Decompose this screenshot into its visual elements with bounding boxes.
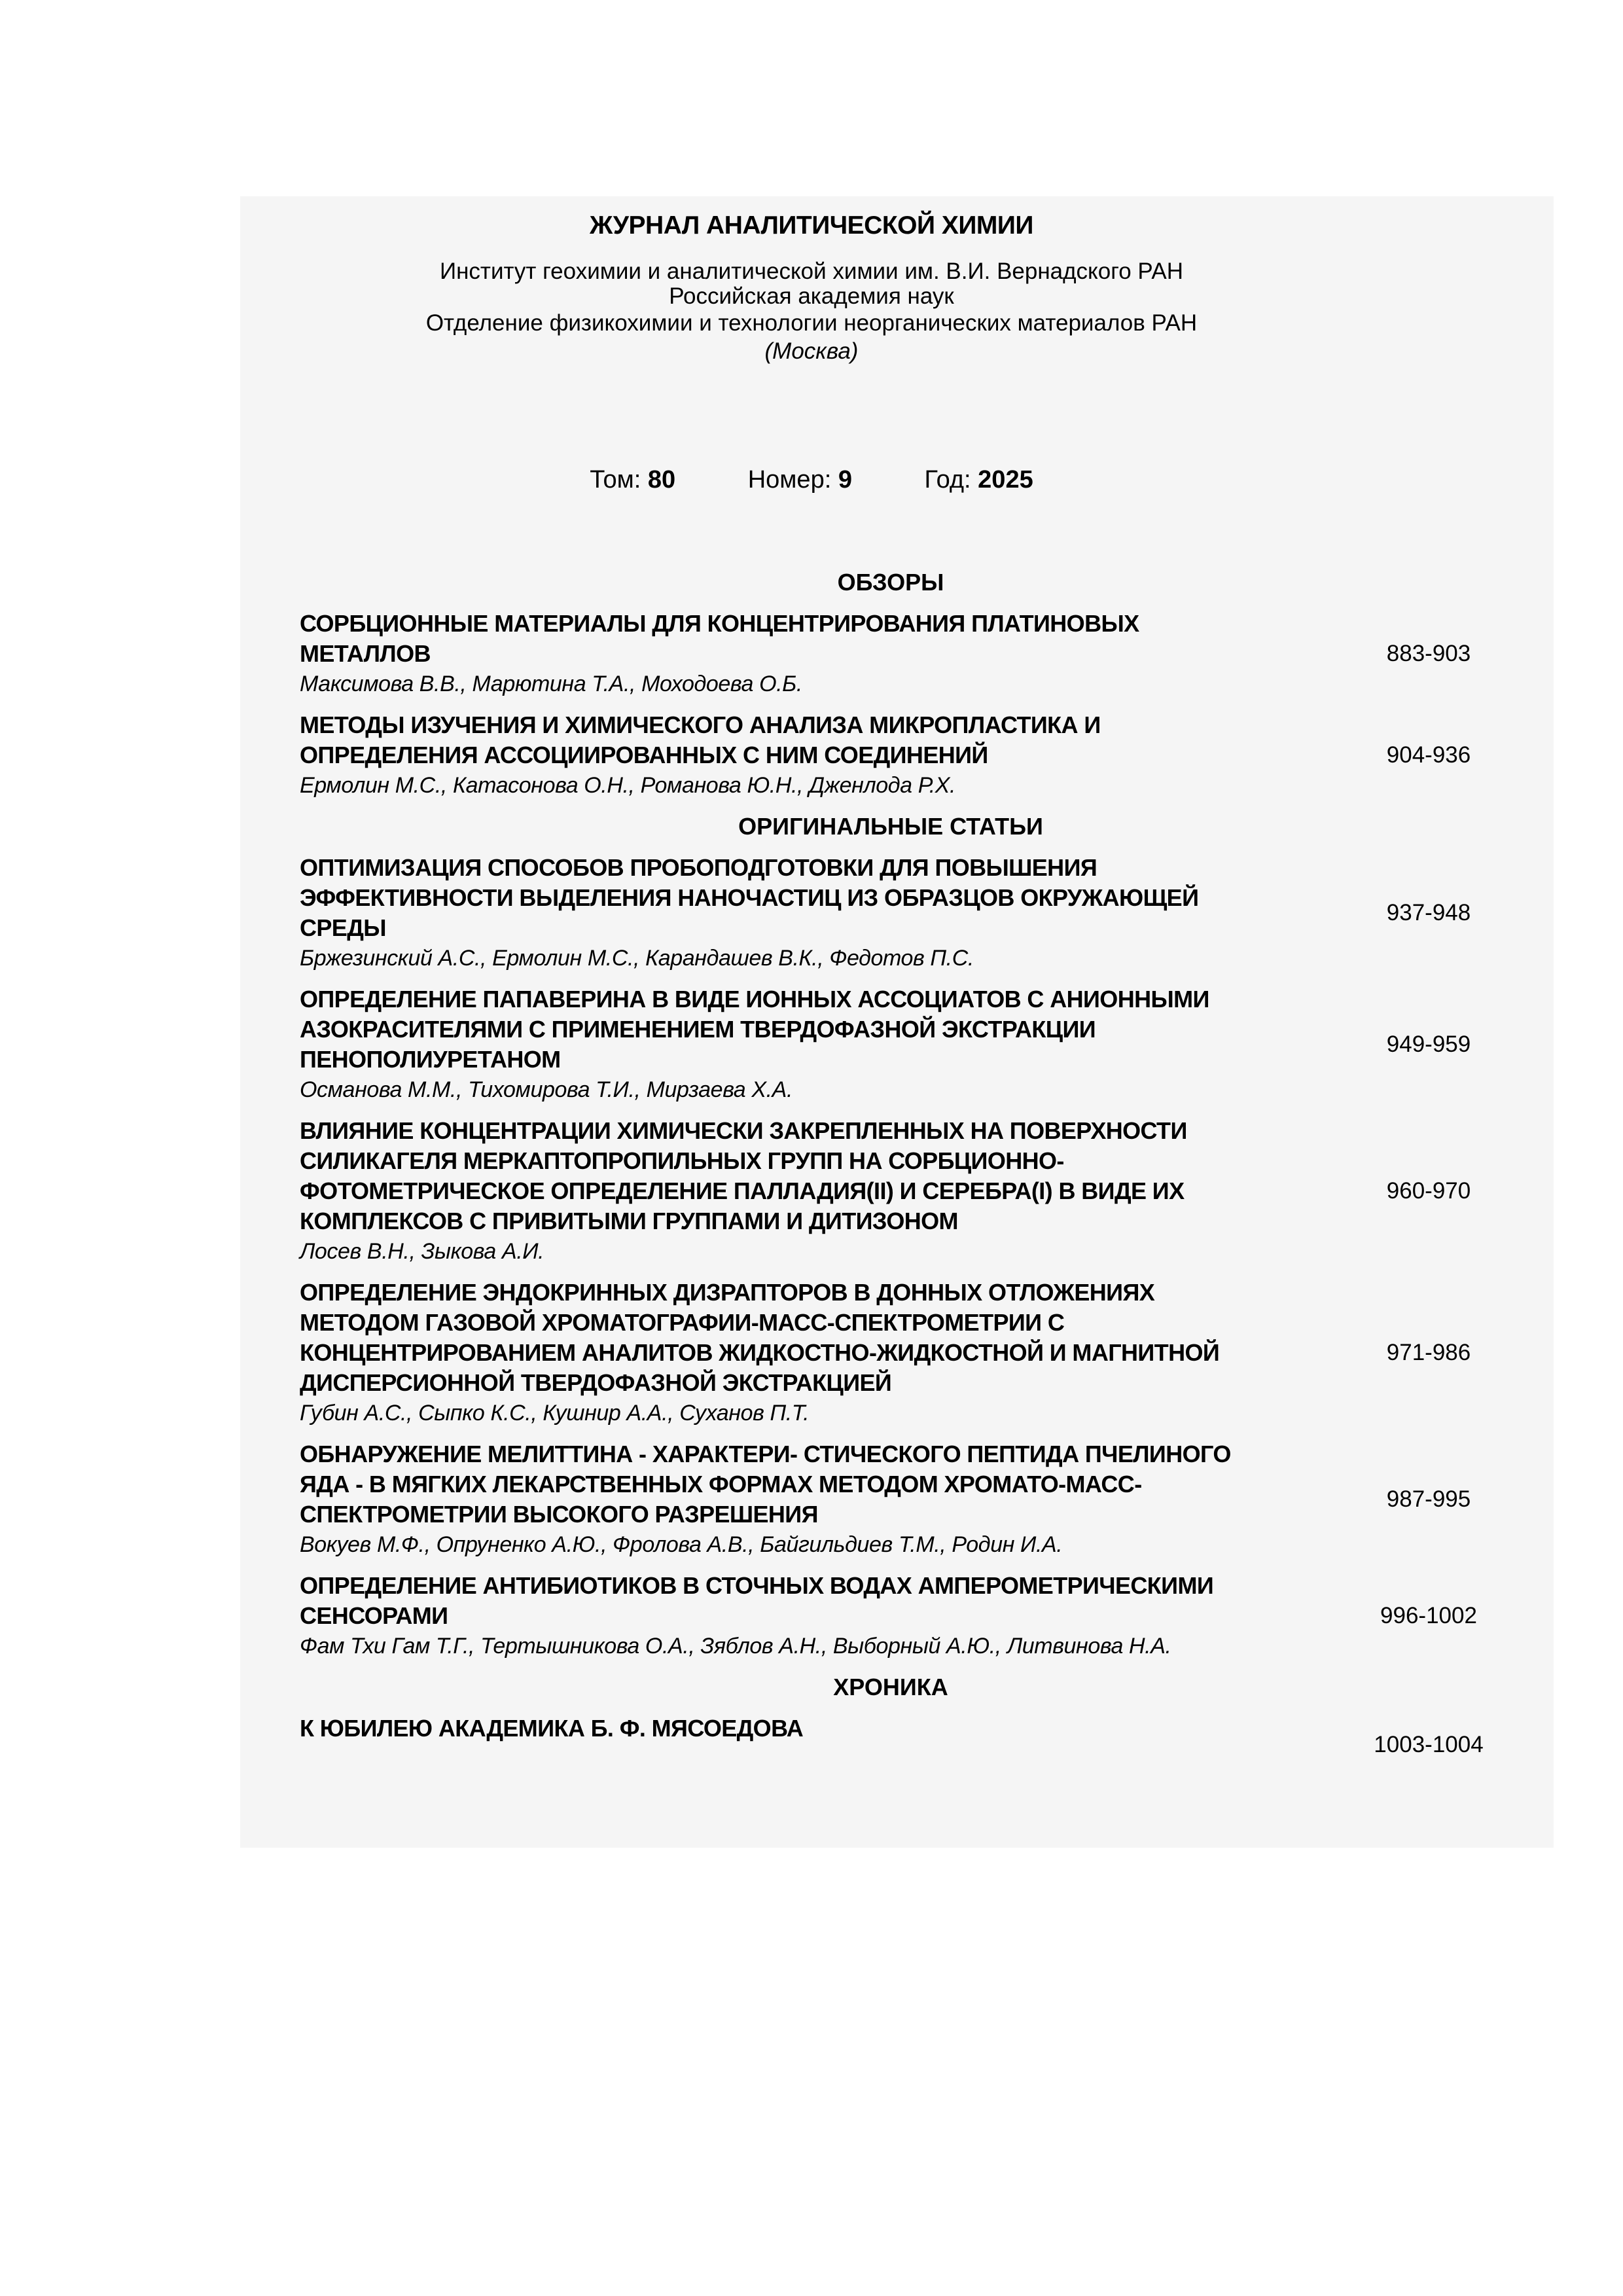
article-pages: 996-1002 xyxy=(1380,1603,1477,1628)
article-pages: 904-936 xyxy=(1386,742,1471,768)
article-title-line[interactable]: ВЛИЯНИЕ КОНЦЕНТРАЦИИ ХИМИЧЕСКИ ЗАКРЕПЛЕННЫХ НА ПОВЕРХНОСТИ xyxy=(300,1117,1187,1144)
article-title-line[interactable]: ОПТИМИЗАЦИЯ СПОСОБОВ ПРОБОПОДГОТОВКИ ДЛЯ ПОВЫШЕНИЯ xyxy=(300,854,1097,881)
entry-text xyxy=(300,984,1360,1105)
article-title-line[interactable]: ОПРЕДЕЛЕНИЯ АССОЦИИРОВАННЫХ С НИМ СОЕДИНЕНИЙ xyxy=(300,742,988,768)
journal-title: ЖУРНАЛ АНАЛИТИЧЕСКОЙ ХИМИИ xyxy=(590,211,1033,240)
number-label: Номер: xyxy=(747,466,832,493)
section-heading: ОРИГИНАЛЬНЫЕ СТАТЬИ xyxy=(738,813,1043,840)
article-title-line[interactable]: ОБНАРУЖЕНИЕ МЕЛИТТИНА - ХАРАКТЕРИ- СТИЧЕСКОГО ПЕПТИДА ПЧЕЛИНОГО xyxy=(300,1441,1231,1467)
number-value: 9 xyxy=(838,466,852,493)
article-authors: Максимова В.В., Марютина Т.А., Моходоева О.Б. xyxy=(300,672,802,696)
issue-info xyxy=(0,466,1623,494)
article-pages: 987-995 xyxy=(1386,1486,1471,1512)
entry-text xyxy=(300,609,1360,699)
toc-entry xyxy=(300,1713,1497,1758)
year-value: 2025 xyxy=(978,466,1033,493)
article-title-line[interactable]: АЗОКРАСИТЕЛЯМИ С ПРИМЕНЕНИЕМ ТВЕРДОФАЗНОЙ ЭКСТРАКЦИИ xyxy=(300,1016,1096,1043)
entry-text xyxy=(300,710,1360,800)
entry-text xyxy=(300,1571,1360,1661)
article-authors: Лосев В.Н., Зыкова А.И. xyxy=(300,1239,544,1264)
article-title-line[interactable]: СПЕКТРОМЕТРИИ ВЫСОКОГО РАЗРЕШЕНИЯ xyxy=(300,1501,818,1528)
section-heading: ОБЗОРЫ xyxy=(837,569,944,596)
article-title-line[interactable]: СРЕДЫ xyxy=(300,914,386,941)
article-title-line[interactable]: ЯДА - В МЯГКИХ ЛЕКАРСТВЕННЫХ ФОРМАХ МЕТОДОМ ХРОМАТО-МАСС- xyxy=(300,1471,1142,1498)
toc-entry xyxy=(300,710,1497,800)
toc-entry xyxy=(300,1278,1497,1428)
year-label: Год: xyxy=(924,466,971,493)
volume-label: Том: xyxy=(590,466,641,493)
article-authors: Бржезинский А.С., Ермолин М.С., Карандашев В.К., Федотов П.С. xyxy=(300,946,974,971)
toc-entry xyxy=(300,1116,1497,1266)
toc-entry xyxy=(300,609,1497,699)
article-authors: Вокуев М.Ф., Опруненко А.Ю., Фролова А.В., Байгильдиев Т.М., Родин И.А. xyxy=(300,1532,1063,1557)
article-title-line[interactable]: МЕТОДОМ ГАЗОВОЙ ХРОМАТОГРАФИИ-МАСС-СПЕКТРОМЕТРИИ С xyxy=(300,1309,1065,1336)
article-title-line[interactable]: ЭФФЕКТИВНОСТИ ВЫДЕЛЕНИЯ НАНОЧАСТИЦ ИЗ ОБРАЗЦОВ ОКРУЖАЮЩЕЙ xyxy=(300,884,1199,911)
article-pages: 937-948 xyxy=(1386,900,1471,925)
volume-value: 80 xyxy=(647,466,676,493)
article-title-line[interactable]: ОПРЕДЕЛЕНИЕ ПАПАВЕРИНА В ВИДЕ ИОННЫХ АССОЦИАТОВ С АНИОННЫМИ xyxy=(300,986,1209,1013)
article-pages: 949-959 xyxy=(1386,1031,1471,1057)
article-title-line[interactable]: СИЛИКАГЕЛЯ МЕРКАПТОПРОПИЛЬНЫХ ГРУПП НА СОРБЦИОННО- xyxy=(300,1147,1064,1174)
article-authors: Османова М.М., Тихомирова Т.И., Мирзаева Х.А. xyxy=(300,1077,793,1102)
department-line: Отделение физикохимии и технологии неорганических материалов РАН xyxy=(425,310,1198,336)
toc-entry xyxy=(300,853,1497,973)
toc-entry xyxy=(300,984,1497,1105)
article-title-line[interactable]: ОПРЕДЕЛЕНИЕ ЭНДОКРИННЫХ ДИЗРАПТОРОВ В ДОННЫХ ОТЛОЖЕНИЯХ xyxy=(300,1279,1155,1306)
article-title-line[interactable]: СЕНСОРАМИ xyxy=(300,1602,448,1629)
article-title-line[interactable]: ОПРЕДЕЛЕНИЕ АНТИБИОТИКОВ В СТОЧНЫХ ВОДАХ АМПЕРОМЕТРИЧЕСКИМИ xyxy=(300,1572,1214,1599)
volume xyxy=(590,466,675,493)
academy-line: Российская академия наук xyxy=(669,283,954,309)
article-title-line[interactable]: КОМПЛЕКСОВ С ПРИВИТЫМИ ГРУППАМИ И ДИТИЗОНОМ xyxy=(300,1208,958,1234)
article-pages: 883-903 xyxy=(1386,641,1471,666)
article-pages: 971-986 xyxy=(1386,1340,1471,1365)
table-of-contents xyxy=(300,567,1497,1769)
entry-text xyxy=(300,1116,1360,1266)
article-authors: Губин А.С., Сыпко К.С., Кушнир А.А., Суханов П.Т. xyxy=(300,1401,810,1426)
article-title-line[interactable]: КОНЦЕНТРИРОВАНИЕМ АНАЛИТОВ ЖИДКОСТНО-ЖИДКОСТНОЙ И МАГНИТНОЙ xyxy=(300,1339,1220,1366)
article-authors: Фам Тхи Гам Т.Г., Тертышникова О.А., Зяблов А.Н., Выборный А.Ю., Литвинова Н.А. xyxy=(300,1634,1171,1659)
entry-text xyxy=(300,1713,1360,1744)
section-heading: ХРОНИКА xyxy=(833,1674,948,1700)
article-pages: 960-970 xyxy=(1386,1178,1471,1204)
article-title-line[interactable]: ФОТОМЕТРИЧЕСКОЕ ОПРЕДЕЛЕНИЕ ПАЛЛАДИЯ(II) И СЕРЕБРА(I) В ВИДЕ ИХ xyxy=(300,1177,1185,1204)
institute-line: Институт геохимии и аналитической химии им. В.И. Вернадского РАН xyxy=(439,259,1184,284)
article-title-line[interactable]: МЕТОДЫ ИЗУЧЕНИЯ И ХИМИЧЕСКОГО АНАЛИЗА МИКРОПЛАСТИКА И xyxy=(300,711,1101,738)
article-title-line[interactable]: ПЕНОПОЛИУРЕТАНОМ xyxy=(300,1046,561,1073)
article-authors: Ермолин М.С., Катасонова О.Н., Романова Ю.Н., Дженлода Р.Х. xyxy=(300,773,956,798)
article-title-line[interactable]: МЕТАЛЛОВ xyxy=(300,640,431,667)
article-title-line[interactable]: К ЮБИЛЕЮ АКАДЕМИКА Б. Ф. МЯСОЕДОВА xyxy=(300,1715,804,1742)
entry-text xyxy=(300,853,1360,973)
article-title-line[interactable]: СОРБЦИОННЫЕ МАТЕРИАЛЫ ДЛЯ КОНЦЕНТРИРОВАНИЯ ПЛАТИНОВЫХ xyxy=(300,610,1139,637)
entry-text xyxy=(300,1439,1360,1560)
entry-text xyxy=(300,1278,1360,1428)
year xyxy=(925,466,1033,493)
number xyxy=(748,466,852,493)
article-title-line[interactable]: ДИСПЕРСИОННОЙ ТВЕРДОФАЗНОЙ ЭКСТРАКЦИЕЙ xyxy=(300,1369,892,1396)
city-line: (Москва) xyxy=(764,338,859,364)
article-pages: 1003-1004 xyxy=(1374,1732,1484,1757)
toc-entry xyxy=(300,1571,1497,1661)
toc-entry xyxy=(300,1439,1497,1560)
